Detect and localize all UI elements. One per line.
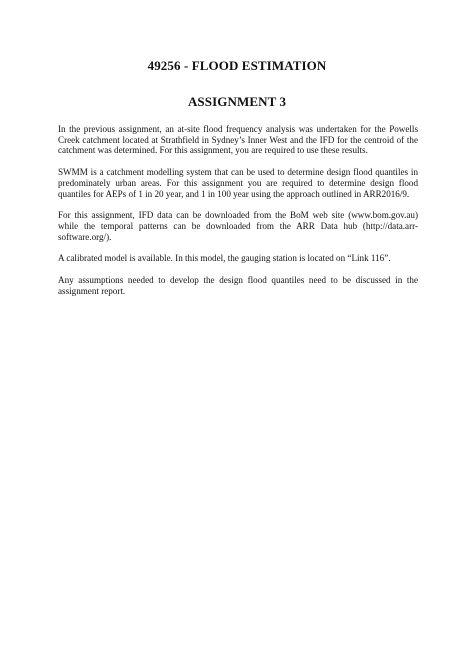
document-title: 49256 - FLOOD ESTIMATION <box>147 58 327 73</box>
paragraph-assumptions: Any assumptions needed to develop the design flood quantiles need to be discussed in the assignment report. <box>58 275 418 296</box>
assignment-heading: ASSIGNMENT 3 <box>187 94 287 109</box>
paragraph-data-sources: For this assignment, IFD data can be downloaded from the BoM web site (www.bom.gov.au) while the temporal patterns can be downloaded from the ARR Data hub (http://data.arr-software.org/). <box>58 210 418 242</box>
paragraph-previous-assignment: In the previous assignment, an at-site flood frequency analysis was undertaken for the Powells Creek catchment located at Strathfield in Sydney’s Inner West and the IFD for the centroid of the catchment was determined. For this assignment, you are required to use these results. <box>58 124 418 156</box>
document-body <box>58 124 418 308</box>
paragraph-calibrated-model: A calibrated model is available. In this model, the gauging station is located on “Link 116”. <box>58 253 391 264</box>
paragraph-swmm: SWMM is a catchment modelling system that can be used to determine design flood quantiles in predominately urban areas. For this assignment you are required to determine design flood quantiles for AEPs of 1 in 20 year, and 1 in 100 year using the approach outlined in ARR2016/9. <box>58 167 418 199</box>
